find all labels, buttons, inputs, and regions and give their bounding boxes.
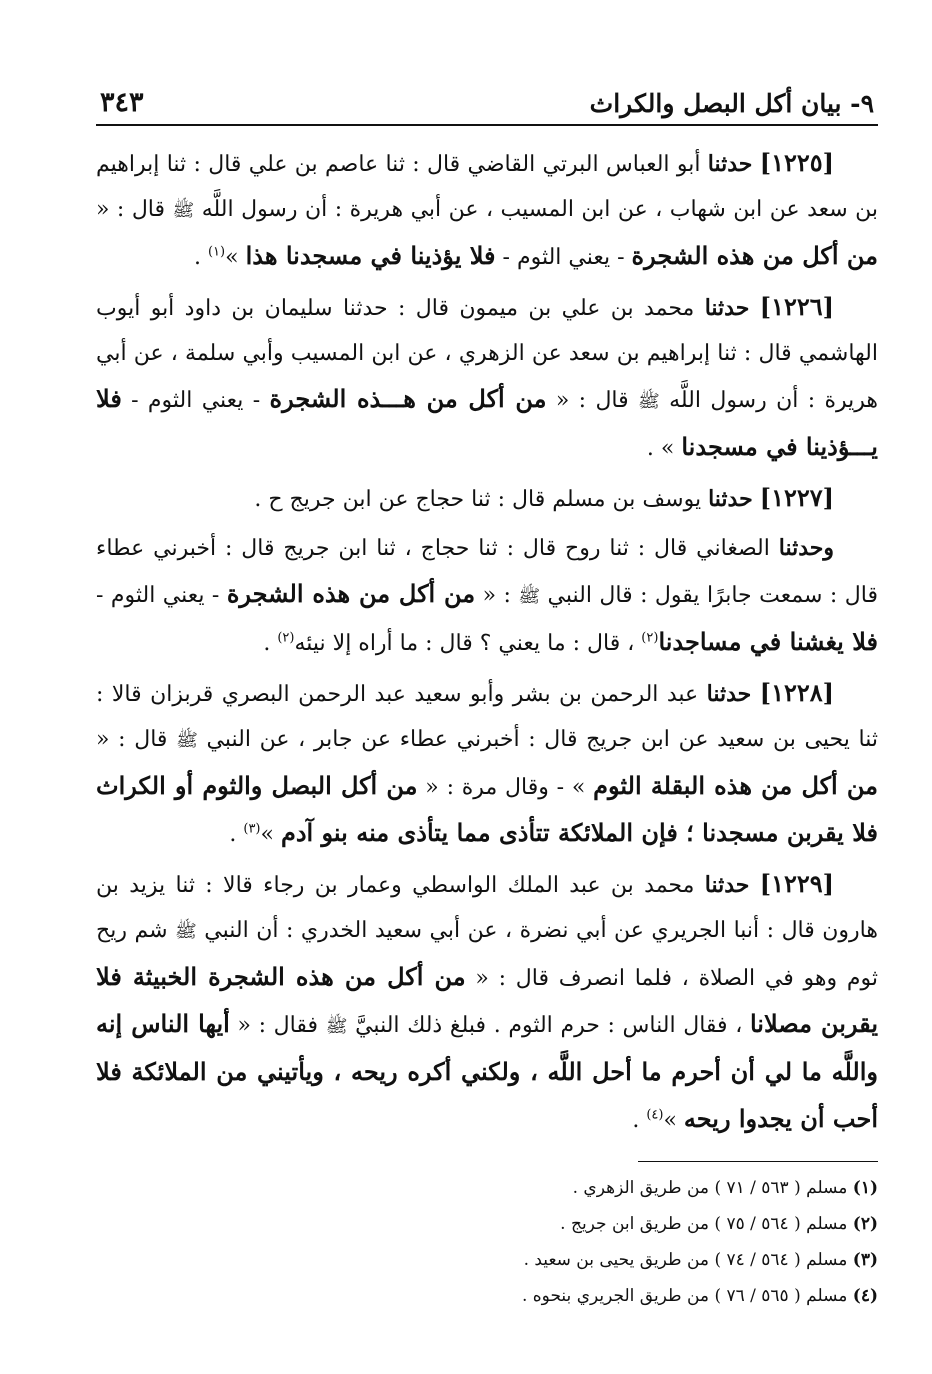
isnad-text: أبو العباس البرتي القاضي قال : ثنا عاصم بن علي قال : ثنا إبراهيم بن سعد عن ابن شهاب ، عن ابن المسيب ، عن أبي هريرة : أن رسول اللَّه — [96, 152, 878, 222]
text-segment: » - وقال مرة : « — [417, 775, 594, 800]
page — [96, 78, 878, 1314]
chapter-title: ٩- بيان أكل البصل والكراث — [589, 89, 874, 118]
matn-quote: من أكل البصل والثوم أو الكراث فلا يقربن مسجدنا ؛ فإن الملائكة تتأذى مما يتأذى منه بنو آدم — [96, 771, 878, 847]
isnad-text: الصغاني قال : ثنا روح قال : ثنا حجاج ، ثنا ابن جريج قال : أخبرني عطاء قال : سمعت جابرًا يقول : قال النبي — [96, 536, 878, 608]
footnote-ref[interactable]: (١) — [207, 244, 226, 260]
text-segment: - يعني الثوم - — [121, 388, 270, 413]
hadith-number: [١٢٢٩] — [759, 869, 834, 898]
hadith-opener: حدثنا — [707, 151, 753, 177]
hadith-1225 — [96, 138, 878, 280]
isnad-text: يوسف بن مسلم قال : ثنا حجاج عن ابن جريج ح . — [254, 487, 709, 512]
matn-quote: فلا يؤذينا في مسجدنا هذا — [245, 241, 496, 270]
hadith-1228 — [96, 668, 878, 857]
hadith-1227-second-chain — [96, 524, 878, 666]
hadith-1227 — [96, 473, 878, 522]
salutation-glyph: ﷺ — [518, 586, 541, 607]
text-segment: ، فقال الناس : حرم الثوم . فبلغ ذلك النبيَّ — [347, 1013, 750, 1038]
text-segment: » . — [646, 436, 682, 461]
footnote-ref[interactable]: (٤) — [646, 1107, 664, 1123]
footnote-text: مسلم ( ٥٦٣ / ٧١ ) من طريق الزهري . — [572, 1178, 853, 1198]
matn-quote: من أكل من هذه البقلة الثوم — [593, 771, 879, 800]
text-segment: » — [260, 822, 281, 847]
salutation-glyph: ﷺ — [172, 200, 195, 221]
matn-quote: فلا يغشنا في مساجدنا — [658, 627, 878, 656]
text-segment: : « — [475, 583, 519, 608]
footnote-mark: (١) — [852, 1178, 878, 1198]
footnote-ref[interactable]: (٢) — [641, 630, 659, 646]
hadith-opener: حدثنا — [704, 872, 750, 898]
text-segment: . — [193, 245, 208, 270]
page-number: ٣٤٣ — [100, 87, 144, 118]
footnote-text: مسلم ( ٥٦٥ / ٧٦ ) من طريق الجريري بنحوه . — [521, 1286, 853, 1306]
text-segment: . — [632, 1108, 647, 1133]
matn-quote: من أكل من هذه الشجرة — [631, 241, 878, 270]
matn-quote: أيها الناس إنه واللَّه ما لي أن أحرم ما أحل اللَّه ، ولكني أكره ريحه ، ويأتيني من الملائكة فلا أحب أن يجدوا ريحه — [96, 1009, 878, 1133]
footnote-ref[interactable]: (٣) — [243, 821, 261, 837]
hadith-number: [١٢٢٦] — [759, 292, 834, 321]
hadith-1229 — [96, 859, 878, 1143]
hadith-opener: حدثنا — [706, 681, 752, 707]
footnote-item — [96, 1242, 878, 1278]
isnad-text: عبد الرحمن بن بشر وأبو سعيد عبد الرحمن البصري قربزان قالا : ثنا يحيى بن سعيد عن ابن جريج قال : أخبرني عطاء عن جابر ، عن النبي — [96, 682, 878, 752]
matn-quote: من أكل من هذه الشجرة الخبيثة فلا يقربن مصلانا — [96, 962, 878, 1038]
text-segment: فقال : « — [229, 1013, 326, 1038]
isnad-text: محمد بن علي بن ميمون قال : حدثنا سليمان بن داود أبو أيوب الهاشمي قال : ثنا إبراهيم بن سعد عن الزهري ، عن ابن المسيب وأبي سلمة ، عن أبي هريرة : أن رسول اللَّه — [96, 296, 878, 413]
text-segment: شم ريح ثوم وهو في الصلاة ، فلما انصرف قال : « — [96, 918, 878, 991]
footnote-ref[interactable]: (٢) — [277, 630, 295, 646]
hadith-number: [١٢٢٧] — [759, 483, 834, 512]
footnote-mark: (٢) — [852, 1214, 878, 1234]
text-segment: قال : « — [96, 197, 173, 222]
footnote-item — [96, 1206, 878, 1242]
salutation-glyph: ﷺ — [176, 730, 198, 751]
footnote-divider — [638, 1161, 878, 1162]
hadith-number: [١٢٢٥] — [759, 148, 834, 177]
salutation-glyph: ﷺ — [175, 921, 197, 942]
hadith-opener: حدثنا — [704, 295, 750, 321]
footnote-mark: (٣) — [852, 1250, 878, 1270]
footnote-text: مسلم ( ٥٦٤ / ٧٤ ) من طريق يحيى بن سعيد . — [523, 1250, 853, 1270]
text-segment: قال : « — [546, 388, 638, 413]
running-head — [96, 78, 878, 126]
matn-quote: من أكل من هذه الشجرة — [226, 579, 476, 608]
hadith-opener: حدثنا — [708, 486, 753, 512]
text-segment: » — [225, 245, 246, 270]
text-segment: ، قال : ما يعني ؟ قال : ما أراه إلا نيئه — [294, 631, 642, 656]
matn-quote: فلا يـــؤذينا في مسجدنا — [96, 384, 878, 461]
hadith-1226 — [96, 282, 878, 471]
footnote-item — [96, 1170, 878, 1206]
footnote-mark: (٤) — [852, 1286, 878, 1306]
text-segment: - يعني الثوم - — [96, 583, 227, 608]
footnotes — [96, 1170, 878, 1314]
salutation-glyph: ﷺ — [325, 1016, 348, 1037]
text-segment: . — [229, 822, 244, 847]
hadith-opener: وحدثنا — [778, 535, 834, 561]
footnote-item — [96, 1278, 878, 1314]
salutation-glyph: ﷺ — [638, 391, 660, 412]
text-segment: - يعني الثوم - — [495, 245, 632, 270]
isnad-text: محمد بن عبد الملك الواسطي وعمار بن رجاء قالا : ثنا يزيد بن هارون قال : أنبا الجريري عن أبي نضرة ، عن أبي سعيد الخدري : أن النبي — [96, 873, 878, 943]
footnote-text: مسلم ( ٥٦٤ / ٧٥ ) من طريق ابن جريج . — [560, 1214, 853, 1234]
matn-quote: من أكل من هـــذه الشجرة — [269, 384, 547, 413]
hadith-number: [١٢٢٨] — [759, 678, 834, 707]
text-segment: . — [263, 631, 278, 656]
text-segment: » — [663, 1108, 684, 1133]
text-segment: قال : « — [96, 727, 177, 752]
